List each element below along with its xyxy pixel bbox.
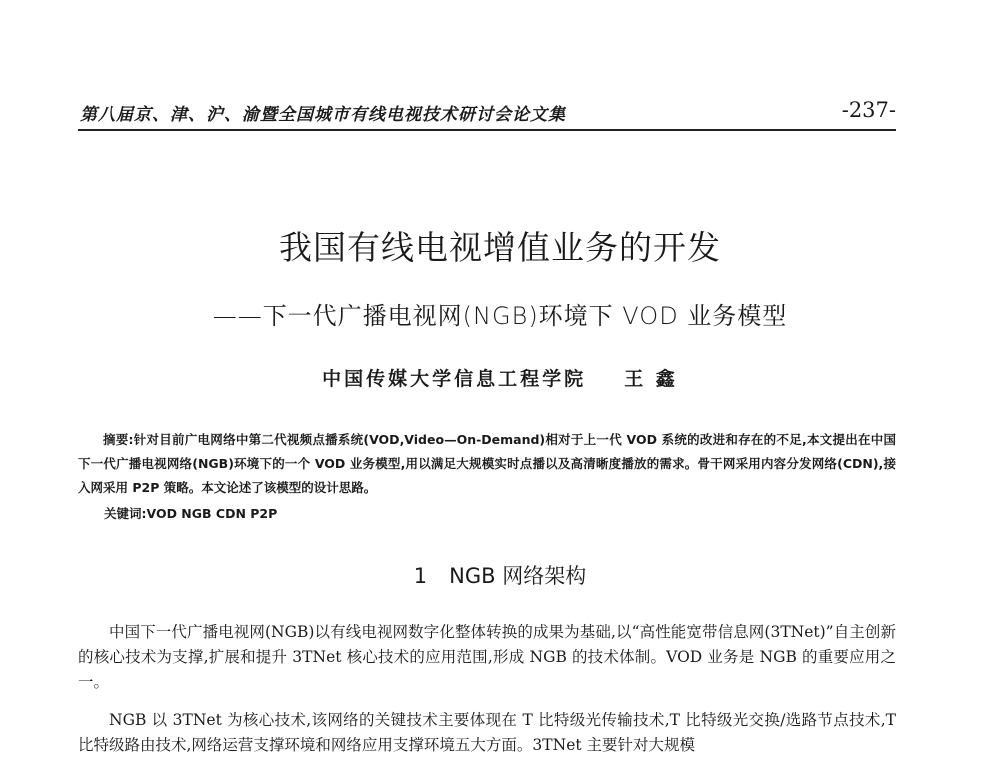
journal-header: 第八届京、津、沪、渝暨全国城市有线电视技术研讨会论文集	[80, 105, 566, 125]
author-line	[0, 364, 1000, 391]
section-title: NGB 网络架构	[449, 564, 587, 588]
section-heading	[0, 560, 1000, 590]
header-divider	[78, 129, 896, 131]
abstract: 摘要:针对目前广电网络中第二代视频点播系统(VOD,Video—On-Demand)相对于上一代 VOD 系统的改进和存在的不足,本文提出在中国下一代广播电视网络(NGB)环境下的一个 VOD 业务模型,用以满足大规模实时点播以及高清晰度播放的需求。骨干网采用内容分发网络(CDN),接入网采用 P2P 策略。本文论述了该模型的设计思路。	[78, 432, 896, 495]
body-paragraph: NGB 以 3TNet 为核心技术,该网络的关键技术主要体现在 T 比特级光传输技术,T 比特级光交换/选路节点技术,T 比特级路由技术,网络运营支撑环境和网络应用支撑环境五大方面。3TNet 主要针对大规模	[78, 711, 896, 754]
body-paragraph: 中国下一代广播电视网(NGB)以有线电视网数字化整体转换的成果为基础,以“高性能宽带信息网(3TNet)”自主创新的核心技术为支撑,扩展和提升 3TNet 核心技术的应用范围,形成 NGB 的技术体制。VOD 业务是 NGB 的重要应用之一。	[78, 623, 896, 691]
paper-title: 我国有线电视增值业务的开发	[279, 228, 721, 267]
section-number: 1	[413, 564, 428, 588]
author-name: 王 鑫	[624, 368, 678, 390]
paper-subtitle: ——下一代广播电视网(NGB)环境下 VOD 业务模型	[212, 302, 788, 330]
affiliation: 中国传媒大学信息工程学院	[322, 368, 587, 390]
page-number: -237-	[841, 98, 896, 122]
keywords: 关键词:VOD NGB CDN P2P	[104, 506, 278, 521]
